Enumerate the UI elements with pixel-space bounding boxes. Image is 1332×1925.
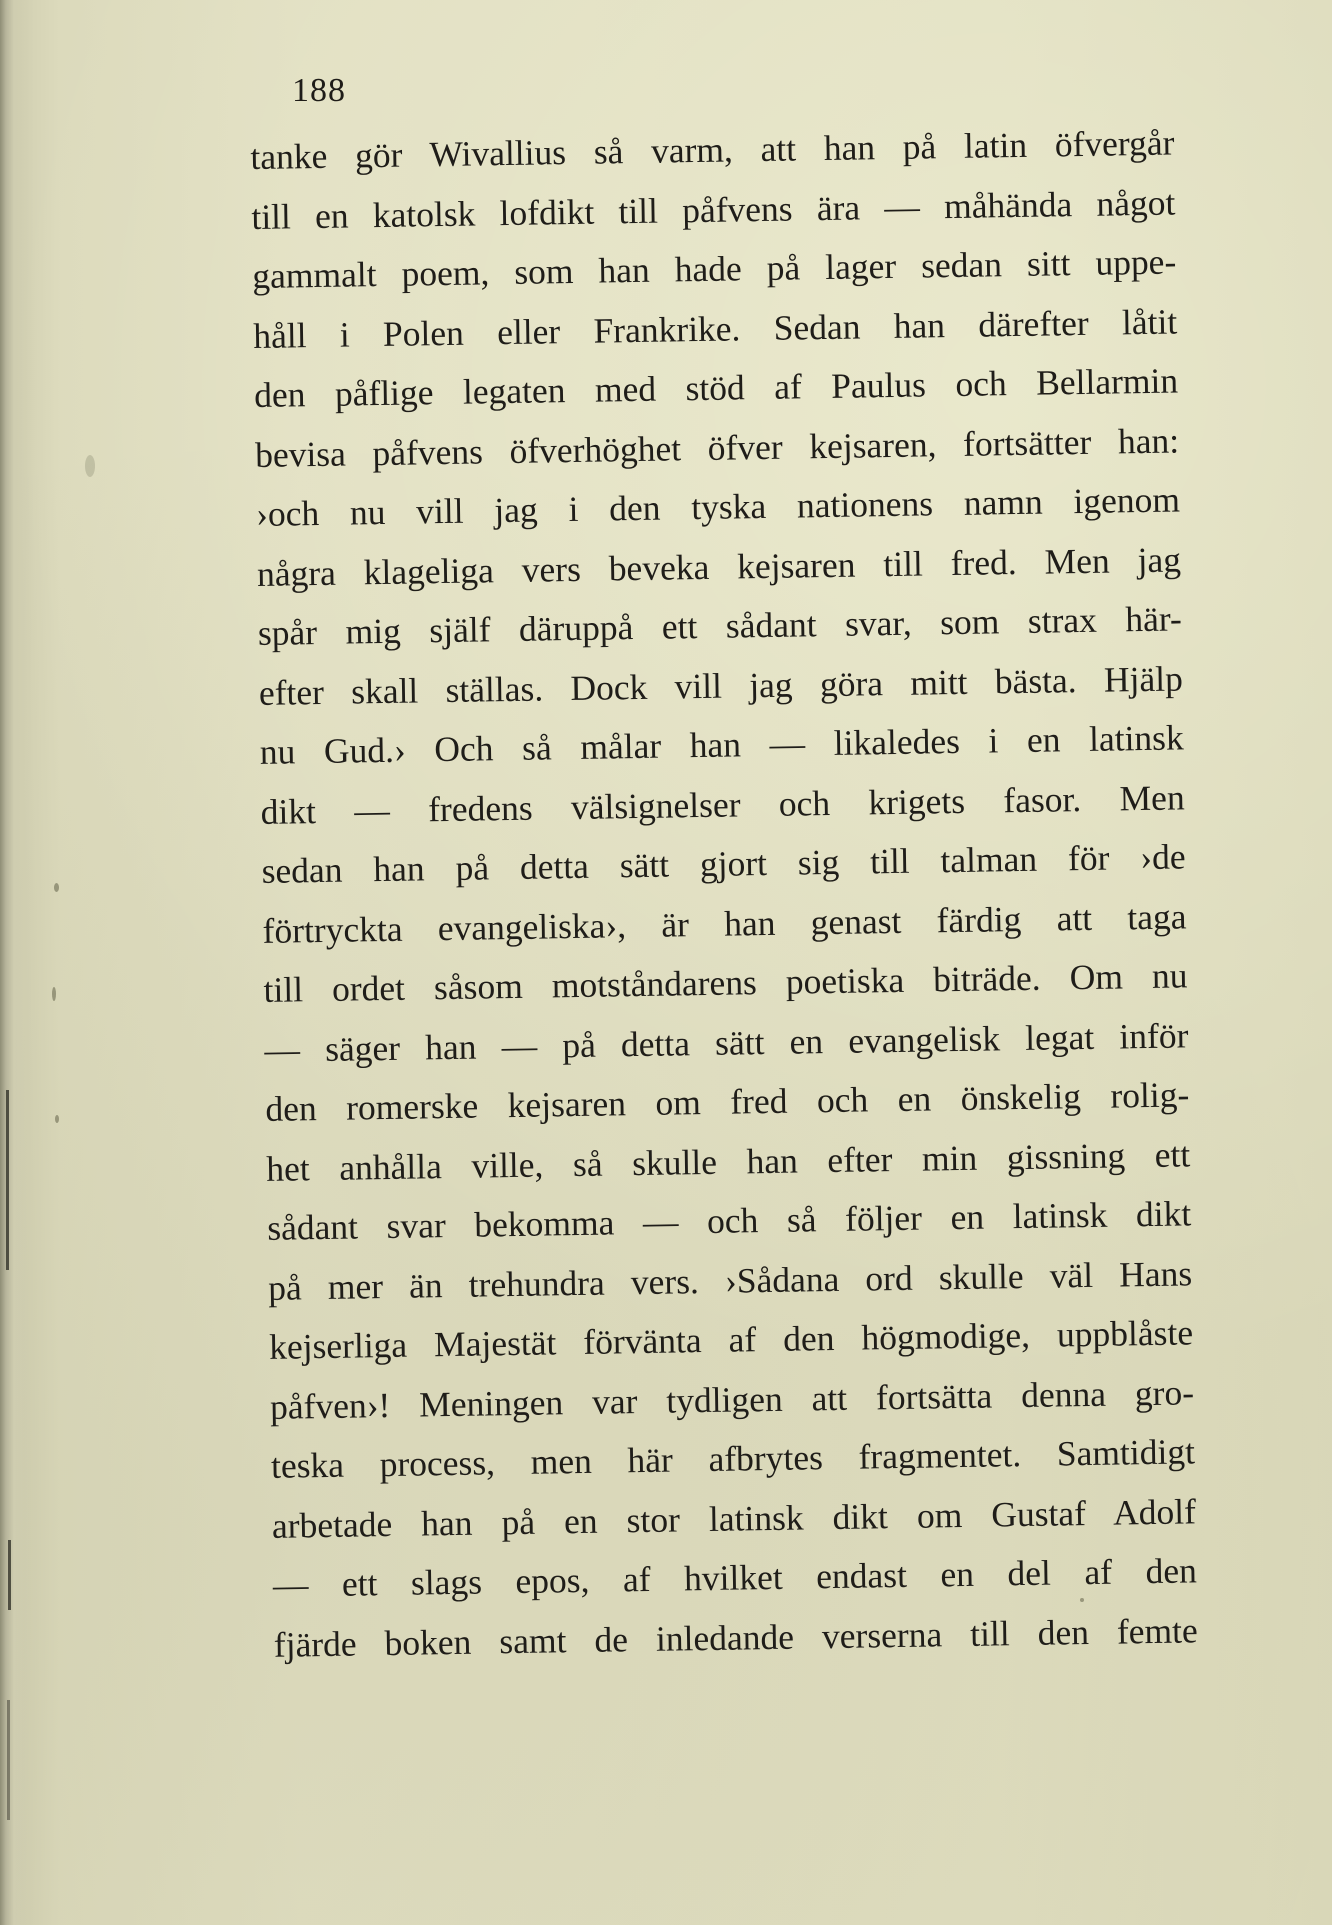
text-line: ›och nu vill jag i den tyska nationens namn igenom — [255, 479, 1181, 534]
text-line: — säger han — på detta sätt en evangelisk legat inför — [264, 1014, 1189, 1070]
text-line: på mer än trehundra vers. ›Sådana ord skulle väl Hans — [267, 1252, 1193, 1308]
text-line: nu Gud.› Och så målar han — likaledes i en latinsk — [259, 717, 1185, 772]
text-line: den romerske kejsaren om fred och en önskelig rolig- — [265, 1074, 1190, 1129]
text-line: sedan han på detta sätt gjort sig till talman för ›de — [261, 836, 1186, 891]
text-line: den påflige legaten med stöd af Paulus och Bellarmin — [253, 360, 1179, 415]
paper-speck — [54, 883, 59, 892]
edge-mark — [6, 1090, 9, 1270]
text-line: till en katolsk lofdikt till påfvens ära — måhända något — [251, 181, 1176, 237]
text-line: håll i Polen eller Frankrike. Sedan han därefter låtit — [252, 300, 1178, 356]
text-line: kejserliga Majestät förvänta af den högmodige, uppblåste — [268, 1312, 1194, 1367]
edge-mark — [7, 1700, 10, 1820]
text-line: gammalt poem, som han hade på lager sedan sitt uppe- — [252, 241, 1177, 296]
paper-speck — [55, 1115, 59, 1123]
text-line: bevisa påfvens öfverhöghet öfver kejsaren, fortsätter han: — [254, 419, 1180, 475]
text-line: påfven›! Meningen var tydligen att fortsätta denna gro- — [269, 1371, 1195, 1427]
text-line: spår mig själf däruppå ett sådant svar, som strax här- — [257, 598, 1183, 653]
text-line: dikt — fredens välsignelser och krigets fasor. Men — [260, 776, 1185, 832]
text-line: — ett slags epos, af hvilket endast en del af den — [272, 1550, 1198, 1605]
paper-speck — [85, 455, 95, 477]
text-line: arbetade han på en stor latinsk dikt om Gustaf Adolf — [271, 1490, 1197, 1546]
text-line: teska process, men här afbrytes fragmentet. Samtidigt — [270, 1431, 1196, 1486]
body-text — [250, 113, 1214, 1675]
text-line: efter skall ställas. Dock vill jag göra mitt bästa. Hjälp — [258, 657, 1184, 713]
text-line: fjärde boken samt de inledande verserna till den femte — [273, 1609, 1199, 1665]
page-number: 188 — [292, 72, 346, 109]
text-line: förtryckta evangeliska›, är han genast färdig att taga — [262, 895, 1187, 951]
text-line: några klageliga vers beveka kejsaren till fred. Men jag — [256, 538, 1182, 594]
text-line: tanke gör Wivallius så varm, att han på latin öfvergår — [250, 122, 1175, 177]
text-line: till ordet såsom motståndarens poetiska biträde. Om nu — [263, 955, 1188, 1010]
text-line: sådant svar bekomma — och så följer en latinsk dikt — [266, 1193, 1192, 1248]
page-edge-shadow — [0, 0, 34, 1925]
text-line: het anhålla ville, så skulle han efter min gissning ett — [266, 1133, 1191, 1189]
edge-mark — [8, 1540, 11, 1610]
paper-speck — [52, 987, 56, 1001]
